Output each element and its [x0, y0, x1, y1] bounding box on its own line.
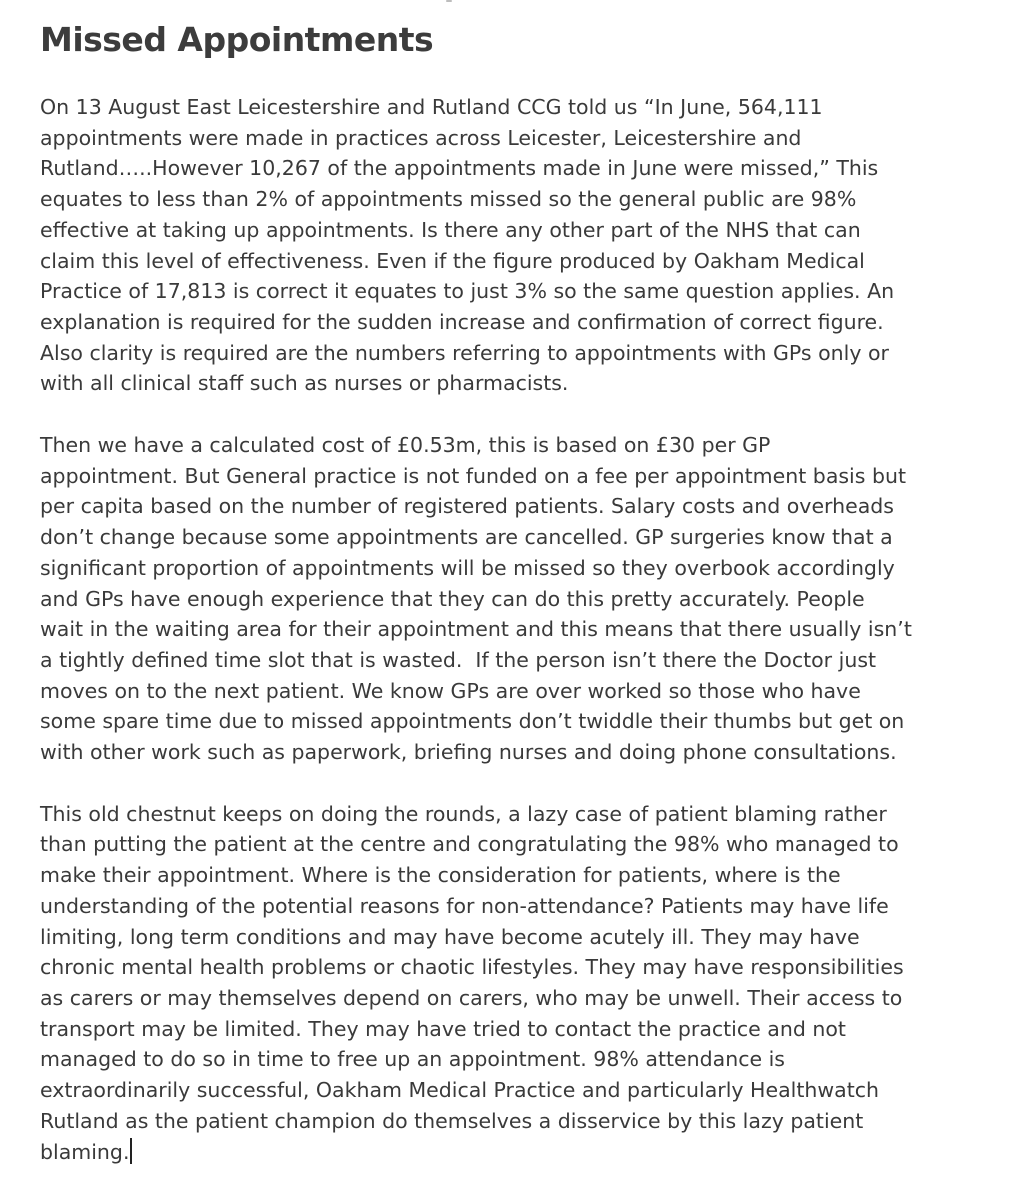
text-line: Also clarity is required are the numbers referring to appointments with GPs only or [40, 340, 889, 365]
text-line: as carers or may themselves depend on carers, who may be unwell. Their access to [40, 985, 903, 1010]
text-line: limiting, long term conditions and may have become acutely ill. They may have [40, 924, 860, 949]
paragraph-calculated-cost[interactable] [40, 430, 975, 768]
text-line: explanation is required for the sudden increase and confirmation of correct figure. [40, 309, 884, 334]
text-line: don’t change because some appointments are cancelled. GP surgeries know that a [40, 525, 893, 550]
text-line: with all clinical staff such as nurses or pharmacists. [40, 371, 569, 396]
text-line: make their appointment. Where is the consideration for patients, where is the [40, 863, 841, 888]
document-page[interactable] [40, 0, 975, 1198]
text-line: Rutland as the patient champion do themselves a disservice by this lazy patient [40, 1108, 864, 1133]
text-line: Practice of 17,813 is correct it equates to just 3% so the same question applies. An [40, 279, 895, 304]
text-line: extraordinarily successful, Oakham Medical Practice and particularly Healthwatch [40, 1078, 879, 1103]
text-line: Then we have a calculated cost of £0.53m, this is based on £30 per GP [40, 433, 771, 458]
text-line: moves on to the next patient. We know GPs are over worked so those who have [40, 678, 861, 703]
text-line: equates to less than 2% of appointments missed so the general public are 98% [40, 187, 857, 212]
paragraph-missed-appointment-figures[interactable] [40, 92, 975, 399]
text-line: This old chestnut keeps on doing the rounds, a lazy case of patient blaming rather [40, 801, 887, 826]
text-line-last [40, 1137, 975, 1168]
text-line: appointment. But General practice is not funded on a fee per appointment basis but [40, 463, 906, 488]
text-line: than putting the patient at the centre and congratulating the 98% who managed to [40, 832, 899, 857]
text-line-content: blaming. [40, 1139, 130, 1164]
text-line: On 13 August East Leicestershire and Rutland CCG told us “In June, 564,111 [40, 95, 823, 119]
text-line: per capita based on the number of registered patients. Salary costs and overheads [40, 494, 894, 519]
text-line: a tightly defined time slot that is wasted. If the person isn’t there the Doctor just [40, 647, 877, 672]
text-line: transport may be limited. They may have tried to contact the practice and not [40, 1016, 846, 1041]
text-line: wait in the waiting area for their appointment and this means that there usually isn’t [40, 617, 912, 642]
text-line: claim this level of effectiveness. Even if the figure produced by Oakham Medical [40, 248, 865, 273]
document-body[interactable] [40, 92, 975, 1167]
text-line: significant proportion of appointments will be missed so they overbook accordingly [40, 555, 895, 580]
text-line: with other work such as paperwork, briefing nurses and doing phone consultations. [40, 740, 897, 765]
text-line: and GPs have enough experience that they can do this pretty accurately. People [40, 586, 865, 611]
text-line: managed to do so in time to free up an appointment. 98% attendance is [40, 1047, 785, 1072]
text-line: chronic mental health problems or chaotic lifestyles. They may have responsibilities [40, 955, 904, 980]
text-line: effective at taking up appointments. Is there any other part of the NHS that can [40, 217, 861, 242]
text-line: appointments were made in practices across Leicester, Leicestershire and [40, 125, 802, 150]
text-line: some spare time due to missed appointments don’t twiddle their thumbs but get on [40, 709, 905, 734]
text-cursor [130, 1138, 132, 1164]
text-line: Rutland…..However 10,267 of the appointments made in June were missed,” This [40, 156, 879, 181]
text-line: understanding of the potential reasons for non-attendance? Patients may have life [40, 893, 889, 918]
paragraph-patient-blaming[interactable] [40, 799, 975, 1167]
document-title[interactable]: Missed Appointments [40, 20, 434, 59]
